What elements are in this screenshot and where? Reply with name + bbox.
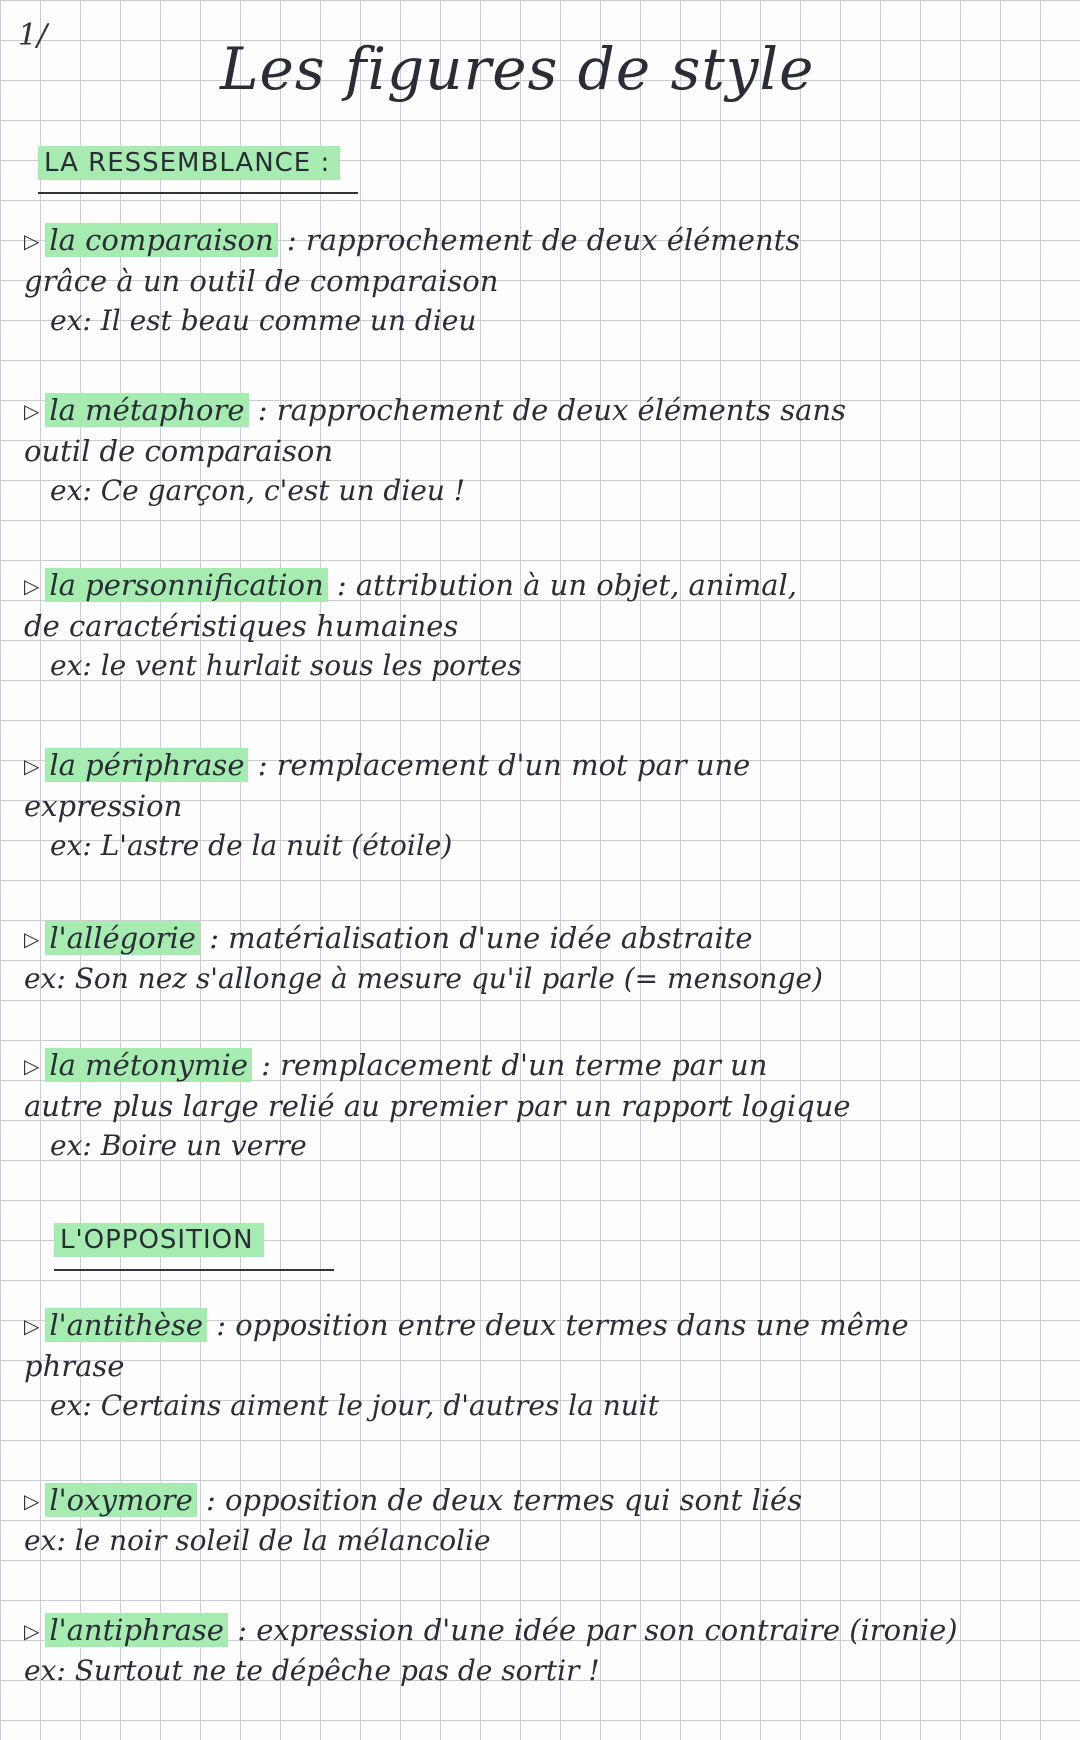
entry-definition-cont: expression [24, 789, 183, 823]
triangle-bullet-icon: ▷ [24, 399, 40, 423]
entry-example: ex: Certains aiment le jour, d'autres la nuit [50, 1389, 659, 1422]
section-underline [38, 192, 358, 194]
entry-definition: : attribution à un objet, animal, [336, 568, 798, 602]
entry-antithese [24, 1305, 1064, 1426]
entry-term: la métaphore [45, 393, 248, 427]
entry-example: ex: Surtout ne te dépêche pas de sortir ! [24, 1654, 600, 1687]
entry-comparaison [24, 220, 1064, 341]
entry-example: ex: Boire un verre [50, 1129, 307, 1162]
entry-definition: : rapprochement de deux éléments [286, 223, 801, 257]
section-heading-ressemblance: LA RESSEMBLANCE : [38, 148, 340, 178]
triangle-bullet-icon: ▷ [24, 1314, 40, 1338]
entry-oxymore [24, 1480, 1064, 1561]
entry-definition-cont: de caractéristiques humaines [24, 609, 459, 643]
page-title: Les figures de style [220, 35, 815, 103]
entry-metaphore [24, 390, 1064, 511]
section-heading-opposition: L'OPPOSITION [54, 1225, 264, 1255]
entry-term: l'antiphrase [45, 1613, 228, 1647]
entry-antiphrase [24, 1610, 1064, 1691]
entry-definition: : remplacement d'un terme par un [261, 1048, 768, 1082]
entry-definition: : expression d'une idée par son contraire (ironie) [237, 1613, 958, 1647]
triangle-bullet-icon: ▷ [24, 927, 40, 951]
entry-term: l'antithèse [45, 1308, 207, 1342]
entry-example: ex: Il est beau comme un dieu [50, 304, 477, 337]
entry-definition-cont: phrase [24, 1349, 125, 1383]
section-underline [54, 1269, 334, 1271]
entry-definition: : rapprochement de deux éléments sans [257, 393, 846, 427]
triangle-bullet-icon: ▷ [24, 1619, 40, 1643]
triangle-bullet-icon: ▷ [24, 574, 40, 598]
entry-example: ex: le noir soleil de la mélancolie [24, 1524, 491, 1557]
entry-allegorie [24, 918, 1064, 999]
entry-definition: : opposition entre deux termes dans une même [216, 1308, 909, 1342]
entry-definition-cont: grâce à un outil de comparaison [24, 264, 499, 298]
triangle-bullet-icon: ▷ [24, 1489, 40, 1513]
entry-periphrase [24, 745, 1064, 866]
entry-term: l'oxymore [45, 1483, 196, 1517]
entry-term: la périphrase [45, 748, 248, 782]
entry-example: ex: le vent hurlait sous les portes [50, 649, 522, 682]
entry-example: ex: Son nez s'allonge à mesure qu'il parle (= mensonge) [24, 962, 823, 995]
entry-example: ex: L'astre de la nuit (étoile) [50, 829, 453, 862]
entry-term: la personnification [45, 568, 327, 602]
entry-term: la comparaison [45, 223, 277, 257]
triangle-bullet-icon: ▷ [24, 1054, 40, 1078]
entry-definition-cont: autre plus large relié au premier par un rapport logique [24, 1089, 851, 1123]
entry-example: ex: Ce garçon, c'est un dieu ! [50, 474, 466, 507]
entry-definition: : opposition de deux termes qui sont liés [206, 1483, 803, 1517]
triangle-bullet-icon: ▷ [24, 229, 40, 253]
entry-metonymie [24, 1045, 1064, 1166]
entry-definition: : matérialisation d'une idée abstraite [209, 921, 753, 955]
entry-term: l'allégorie [45, 921, 200, 955]
page-number: 1/ [18, 18, 48, 53]
entry-definition-cont: outil de comparaison [24, 434, 334, 468]
entry-term: la métonymie [45, 1048, 252, 1082]
triangle-bullet-icon: ▷ [24, 754, 40, 778]
entry-personnification [24, 565, 1064, 686]
entry-definition: : remplacement d'un mot par une [257, 748, 751, 782]
